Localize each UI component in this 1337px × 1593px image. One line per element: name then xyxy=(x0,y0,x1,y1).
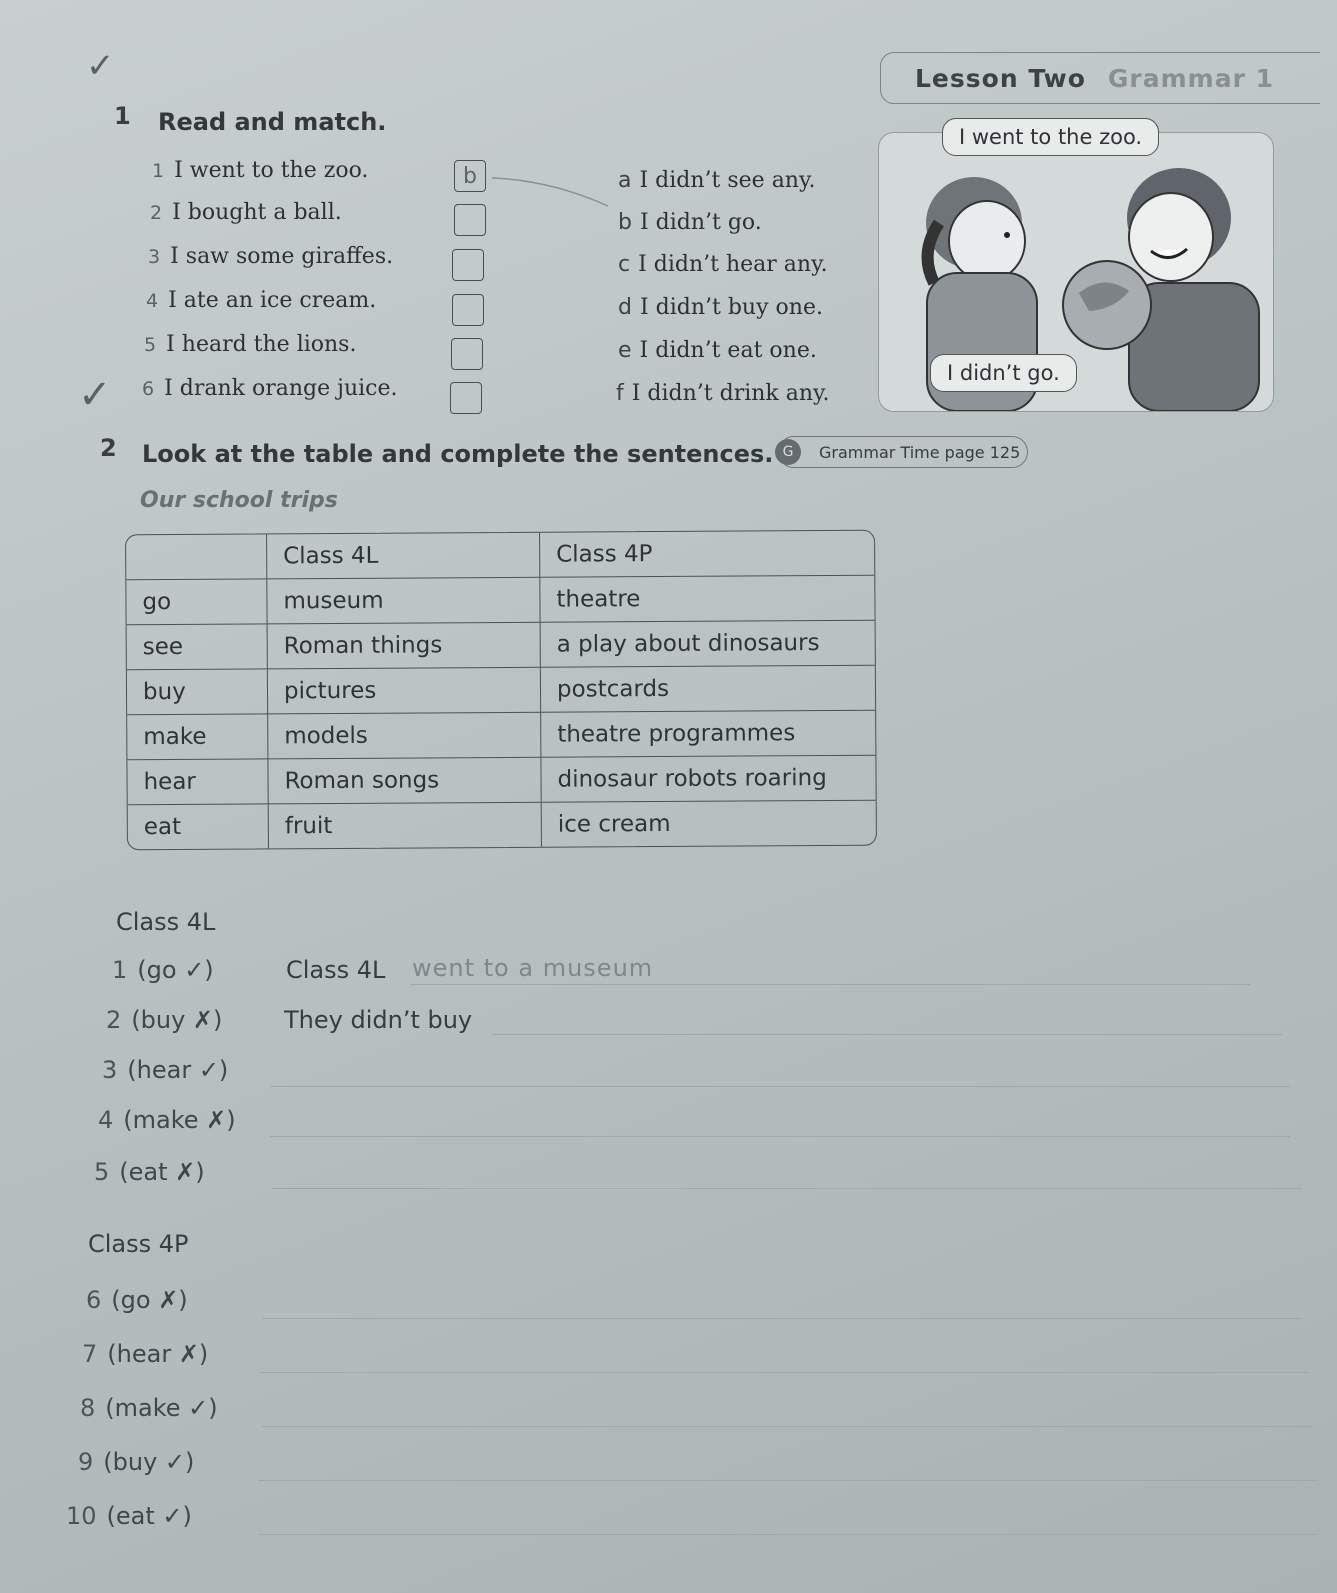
table-cell: pictures xyxy=(268,668,541,715)
table-cell: theatre xyxy=(540,576,874,623)
given-text: They didn’t buy xyxy=(284,1006,473,1034)
table-cell: models xyxy=(268,713,541,760)
answer-line[interactable] xyxy=(258,1480,1318,1481)
match-right-item: e I didn’t eat one. xyxy=(618,338,817,363)
table-cell: fruit xyxy=(269,803,542,849)
sentence-item: 8 (make ✓) xyxy=(80,1394,218,1422)
speech-bubble-top: I went to the zoo. xyxy=(942,118,1159,156)
table-cell: hear xyxy=(127,759,268,805)
table-header-row xyxy=(126,531,874,581)
sentence-item: 2 (buy ✗) xyxy=(106,1006,223,1034)
table-cell: see xyxy=(127,624,268,670)
answer-line[interactable] xyxy=(270,1136,1290,1137)
exercise-number: 1 xyxy=(114,102,131,130)
given-text: Class 4L xyxy=(286,956,386,984)
grammar-time-badge xyxy=(778,436,1028,468)
answer-box[interactable] xyxy=(452,249,484,281)
match-left-item: 1 I went to the zoo. xyxy=(152,158,369,183)
sentence-item: 4 (make ✗) xyxy=(98,1106,236,1134)
checkmark-icon: ✓ xyxy=(78,372,112,418)
table-row xyxy=(128,801,876,850)
lesson-title: Lesson Two xyxy=(915,63,1086,93)
grammar-time-label: Grammar Time page 125 xyxy=(819,442,1021,462)
table-header-cell: Class 4L xyxy=(267,533,540,580)
exercise-number: 2 xyxy=(100,434,117,462)
table-cell: museum xyxy=(267,578,540,625)
school-trips-table xyxy=(125,530,877,851)
match-right-item: d I didn’t buy one. xyxy=(618,295,823,320)
table-cell: ice cream xyxy=(557,810,671,838)
table-header-cell xyxy=(126,534,267,580)
section-title: Grammar 1 xyxy=(1107,63,1275,93)
match-line xyxy=(490,172,620,212)
sentence-item: 1 (go ✓) xyxy=(112,956,214,984)
answer-box[interactable]: b xyxy=(454,160,486,192)
table-row xyxy=(126,576,874,626)
answer-line[interactable] xyxy=(272,1188,1302,1189)
exercise-title: Read and match. xyxy=(158,108,387,136)
match-left-item: 3 I saw some giraffes. xyxy=(148,244,394,269)
checkmark-icon: ✓ xyxy=(86,46,115,86)
table-cell: a play about dinosaurs xyxy=(541,621,875,668)
answer-line[interactable] xyxy=(258,1534,1318,1535)
table-cell: make xyxy=(127,714,268,760)
table-row xyxy=(127,756,875,806)
match-left-item: 2 I bought a ball. xyxy=(150,200,342,225)
table-cell: go xyxy=(126,579,267,625)
match-left-item: 4 I ate an ice cream. xyxy=(146,288,377,313)
answer-line[interactable] xyxy=(262,1318,1302,1319)
grammar-time-icon: G xyxy=(775,439,801,465)
table-title: Our school trips xyxy=(140,488,338,513)
answer-box[interactable] xyxy=(450,382,482,414)
sentence-item: 3 (hear ✓) xyxy=(102,1056,229,1084)
match-right-item: a I didn’t see any. xyxy=(618,168,816,193)
table-cell: eat xyxy=(128,804,269,849)
class-4p-heading: Class 4P xyxy=(88,1230,189,1258)
answer-line[interactable] xyxy=(262,1426,1312,1427)
answer-line[interactable] xyxy=(410,984,1250,985)
table-cell: Roman songs xyxy=(268,758,541,805)
table-cell: Roman things xyxy=(268,623,541,670)
exercise-title: Look at the table and complete the sentences. xyxy=(142,440,774,468)
lesson-header xyxy=(880,52,1320,104)
table-header-cell: Class 4P xyxy=(540,531,874,578)
sentence-item: 5 (eat ✗) xyxy=(94,1158,205,1186)
sentence-item: 7 (hear ✗) xyxy=(82,1340,209,1368)
answer-box[interactable] xyxy=(454,204,486,236)
match-right-item: b I didn’t go. xyxy=(618,210,762,235)
match-left-item: 5 I heard the lions. xyxy=(144,332,357,357)
table-cell: dinosaur robots roaring xyxy=(541,756,875,803)
speech-bubble-bottom: I didn’t go. xyxy=(930,354,1077,392)
answer-box[interactable] xyxy=(451,338,483,370)
answer-line[interactable] xyxy=(270,1086,1290,1087)
table-row xyxy=(127,666,875,716)
written-answer[interactable]: went to a museum xyxy=(412,954,654,982)
match-left-item: 6 I drank orange juice. xyxy=(142,376,398,401)
answer-box[interactable] xyxy=(452,294,484,326)
table-cell: postcards xyxy=(541,666,875,713)
table-cell: theatre programmes xyxy=(541,711,875,758)
answer-line[interactable] xyxy=(492,1034,1282,1035)
sentence-item: 6 (go ✗) xyxy=(86,1286,188,1314)
sentence-item: 10 (eat ✓) xyxy=(66,1502,192,1530)
match-right-item: c I didn’t hear any. xyxy=(618,252,828,277)
answer-line[interactable] xyxy=(260,1372,1310,1373)
match-right-item: f I didn’t drink any. xyxy=(616,381,830,406)
table-cell: buy xyxy=(127,669,268,715)
table-row xyxy=(127,711,875,761)
class-4l-heading: Class 4L xyxy=(116,908,216,936)
table-row xyxy=(127,621,875,671)
sentence-item: 9 (buy ✓) xyxy=(78,1448,195,1476)
